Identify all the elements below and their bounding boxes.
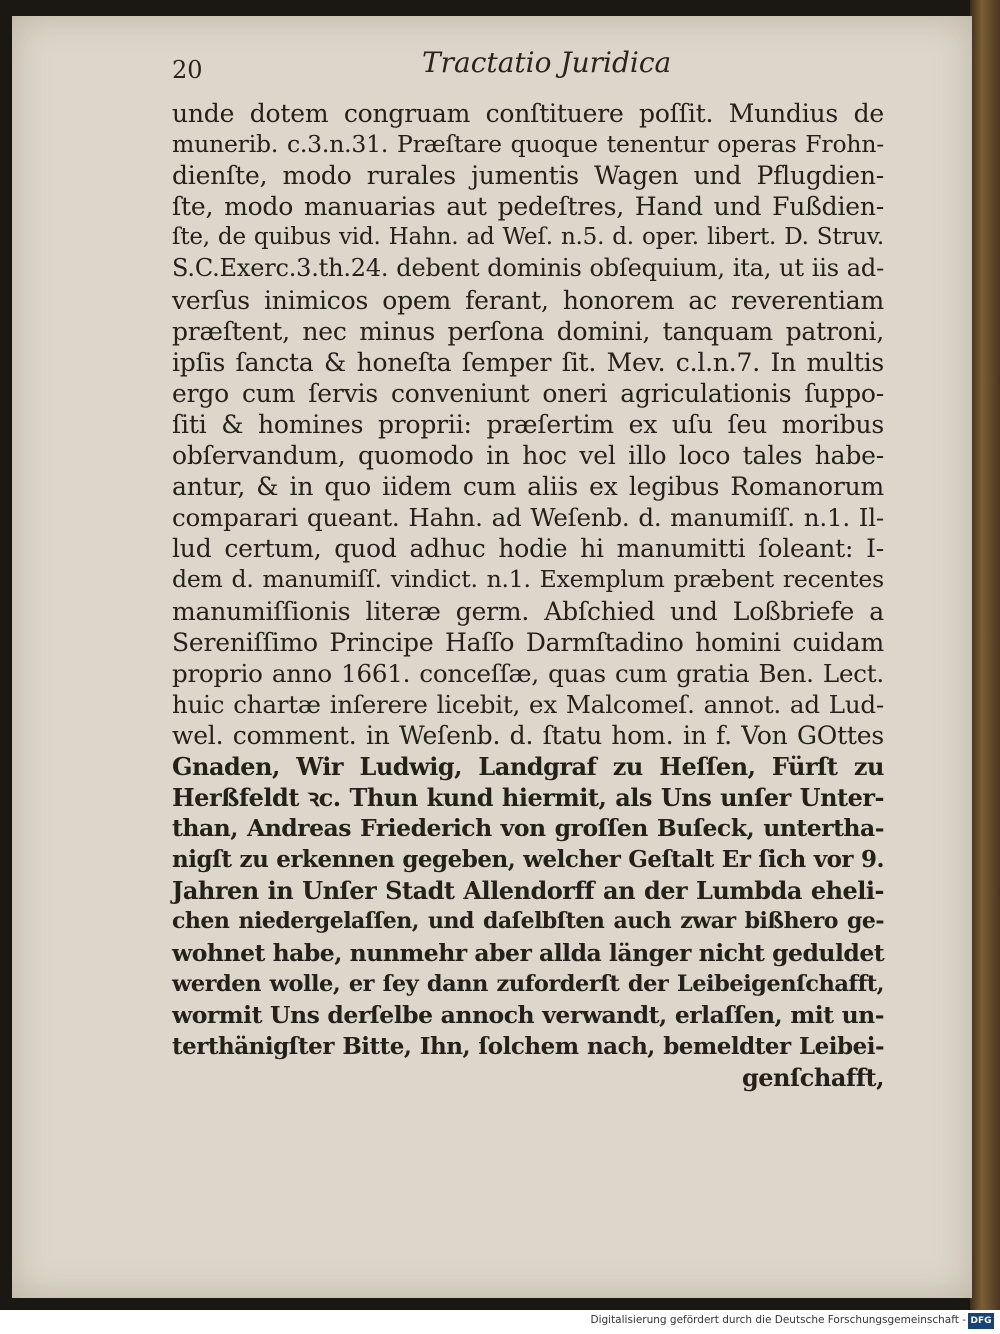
text-line: verſus inimicos opem ferant, honorem ac reverentiam (172, 285, 884, 315)
text-line: ſte, modo manuarias aut pedeſtres, Hand und Fußdien- (172, 192, 884, 222)
text-line: wohnet habe, nunmehr aber allda länger nicht geduldet (172, 938, 885, 967)
footer-credit: Digitalisierung gefördert durch die Deutsche Forschungsgemeinschaft - (590, 1314, 966, 1326)
text-line: dienſte, modo rurales jumentis Wagen und Pflugdien- (172, 161, 884, 191)
text-line: comparari queant. Hahn. ad Weſenb. d. manumiſſ. n.1. Il- (172, 503, 884, 533)
page-number: 20 (172, 56, 203, 84)
text-line: wel. comment. in Weſenb. d. ſtatu hom. in f. Von GOttes (172, 720, 884, 750)
text-line: Jahren in Unſer Stadt Allendorff an der Lumbda eheli- (172, 876, 884, 906)
text-line: Gnaden, Wir Ludwig, Landgraf zu Heſſen, Fürſt zu (172, 751, 884, 781)
text-line: proprio anno 1661. conceſſæ, quas cum gratia Ben. Lect. (172, 658, 884, 688)
text-line: munerib. c.3.n.31. Præſtare quoque tenentur operas Frohn- (172, 130, 884, 159)
text-line: werden wolle, er ſey dann zuforderſt der Leibeigenſchafft, (172, 970, 884, 997)
text-line: terthänigſter Bitte, Ihn, ſolchem nach, bemeldter Leibei- (172, 1032, 884, 1060)
text-line: ſte, de quibus vid. Hahn. ad Weſ. n.5. d. oper. libert. D. Struv. (172, 224, 884, 251)
text-line: ergo cum ſervis conveniunt oneri agriculationis ſuppo- (172, 378, 884, 408)
dfg-logo: DFG (968, 1313, 994, 1329)
text-line: unde dotem congruam conſtituere poſſit. Mundius de (172, 99, 884, 128)
body-text (172, 98, 884, 1093)
text-line: than, Andreas Friederich von groſſen Buſeck, untertha- (172, 814, 884, 843)
text-line: huic chartæ inſerere licebit, ex Malcomeſ. annot. ad Lud- (172, 689, 884, 719)
text-line: wormit Uns derſelbe annoch verwandt, erlaſſen, mit un- (172, 1000, 884, 1029)
running-head: Tractatio Juridica (422, 46, 672, 79)
text-line: manumiſſionis literæ germ. Abſchied und Loßbriefe a (172, 596, 884, 626)
text-line: præſtent, nec minus perſona domini, tanquam patroni, (172, 316, 884, 346)
text-line: ipſis ſancta & honeſta ſemper ſit. Mev. c.l.n.7. In multis (172, 347, 884, 377)
text-line: Herßfeldt ꝛc. Thun kund hiermit, als Uns unſer Unter- (172, 783, 884, 813)
text-line: genſchafft, (741, 1062, 884, 1092)
text-line: Sereniſſimo Principe Haſſo Darmſtadino homini cuidam (172, 627, 884, 657)
text-line: ſiti & homines proprii: præſertim ex uſu ſeu moribus (172, 409, 884, 439)
text-line: S.C.Exerc.3.th.24. debent dominis obſequium, ita, ut iis ad- (172, 254, 884, 283)
text-line: lud certum, quod adhuc hodie hi manumitti ſoleant: I- (172, 534, 884, 564)
book-edge (970, 0, 1000, 1310)
text-line: obſervandum, quomodo in hoc vel illo loco tales habe- (172, 441, 884, 471)
book-page (12, 16, 972, 1298)
text-line: antur, & in quo iidem cum aliis ex legibus Romanorum (172, 472, 884, 502)
text-line: chen niedergelaſſen, und daſelbſten auch zwar bißhero ge- (172, 908, 884, 935)
footer-bar (0, 1310, 1000, 1334)
page-header (12, 16, 972, 86)
text-line: dem d. manumiſſ. vindict. n.1. Exemplum præbent recentes (172, 565, 884, 594)
text-line: nigſt zu erkennen gegeben, welcher Geſtalt Er ſich vor 9. (172, 846, 884, 874)
